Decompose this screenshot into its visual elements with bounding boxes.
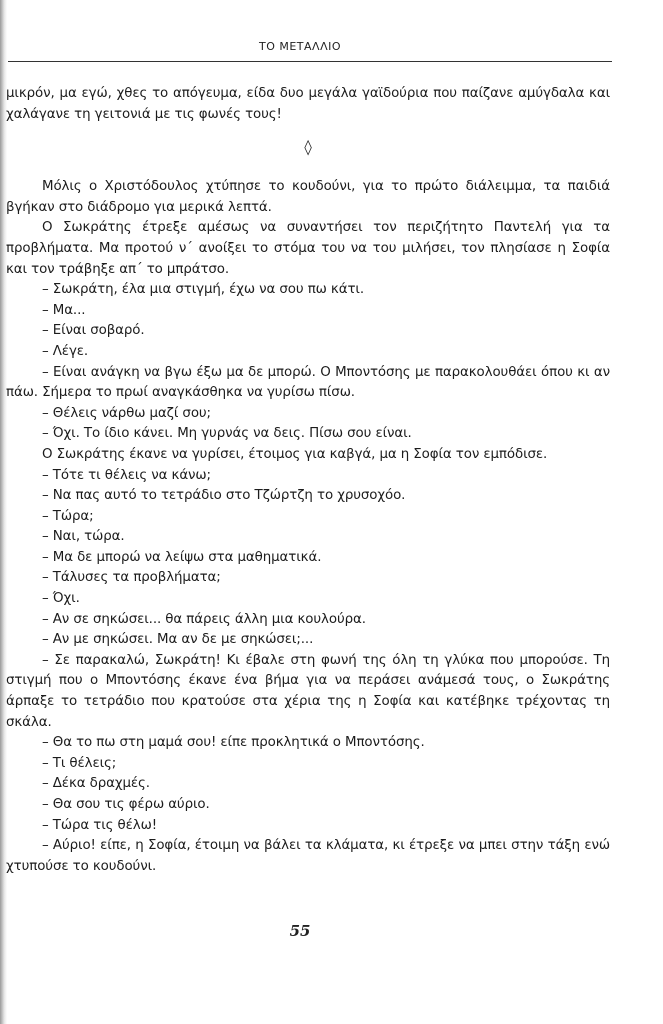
dialogue-line: – Είναι ανάγκη να βγω έξω μα δε μπορώ. Ο Μποντόσης με παρακολουθάει όπου κι αν πάω. Σήμερα το πρωί αναγκάσθηκα να γυρίσω πίσω. [6, 364, 610, 401]
section-break-ornament: ◊ [304, 138, 312, 157]
dialogue-line: – Είναι σοβαρό. [42, 323, 145, 339]
dialogue-line: – Σωκράτη, έλα μια στιγμή, έχω να σου πω κάτι. [42, 282, 364, 298]
dialogue-line: – Όχι. Το ίδιο κάνει. Μη γυρνάς να δεις. Πίσω σου είναι. [42, 426, 412, 442]
dialogue-line: – Να πας αυτό το τετράδιο στο Τζώρτζη το χρυσοχόο. [42, 488, 406, 504]
dialogue-line: – Θέλεις νάρθω μαζί σου; [42, 405, 211, 421]
paragraph: Μόλις ο Χριστόδουλος χτύπησε το κουδούνι, για το πρώτο διάλειμμα, τα παιδιά βγήκαν στο διάδρομο για μερικά λεπτά. [6, 179, 610, 215]
dialogue-line: – Δέκα δραχμές. [42, 776, 150, 792]
page-body [6, 84, 610, 877]
header-rule [8, 61, 612, 62]
dialogue-line: – Όχι. [42, 591, 80, 607]
dialogue-line: – Μα... [42, 302, 86, 318]
dialogue-line: – Αν με σηκώσει. Μα αν δε με σηκώσει;... [42, 632, 314, 648]
dialogue-line: – Θα το πω στη μαμά σου! είπε προκλητικά ο Μποντόσης. [42, 735, 425, 751]
dialogue-line: – Μα δε μπορώ να λείψω στα μαθηματικά. [42, 549, 322, 565]
paragraph: Ο Σωκράτης έτρεξε αμέσως να συναντήσει τον περιζήτητο Παντελή για τα προβλήματα. Μα προτού ν΄ ανοίξει το στόμα του να του μιλήσει, τον πλησίασε η Σοφία και τον τράβηξε απ΄ το μπράτσο. [6, 220, 610, 277]
page-number: 55 [289, 922, 311, 940]
paragraph: Ο Σωκράτης έκανε να γυρίσει, έτοιμος για καβγά, μα η Σοφία τον εμπόδισε. [42, 446, 548, 462]
dialogue-line: – Ναι, τώρα. [42, 529, 125, 545]
paragraph: μικρόν, μα εγώ, χθες το απόγευμα, είδα δυο μεγάλα γαϊδούρια που παίζανε αμύγδαλα και χαλάγανε τη γειτονιά με τις φωνές τους! [6, 86, 610, 122]
dialogue-line: – Τάλυσες τα προβλήματα; [42, 570, 221, 586]
dialogue-line: – Τότε τι θέλεις να κάνω; [42, 467, 211, 483]
dialogue-line: – Λέγε. [42, 343, 89, 359]
dialogue-line: – Τι θέλεις; [42, 755, 117, 771]
dialogue-line: – Σε παρακαλώ, Σωκράτη! Κι έβαλε στη φωνή της όλη τη γλύκα που μπορούσε. Τη στιγμή που ο Μποντόσης έκανε ένα βήμα για να περάσει ανάμεσά τους, ο Σωκράτης άρπαξε το τετράδιο που κρατούσε στα χέρια της η Σοφία και κατέβηκε τρέχοντας τη σκάλα. [6, 652, 610, 730]
dialogue-line: – Τώρα τις θέλω! [42, 817, 157, 833]
dialogue-line: – Αν σε σηκώσει... θα πάρεις άλλη μια κουλούρα. [42, 611, 366, 627]
dialogue-line: – Θα σου τις φέρω αύριο. [42, 797, 210, 812]
dialogue-line: – Τώρα; [42, 508, 94, 524]
dialogue-line: – Αύριο! είπε, η Σοφία, έτοιμη να βάλει τα κλάματα, κι έτρεξε να μπει στην τάξη ενώ χτυπούσε το κουδούνι. [6, 838, 610, 874]
running-header: ΤΟ ΜΕΤΑΛΛΙΟ [258, 40, 341, 53]
